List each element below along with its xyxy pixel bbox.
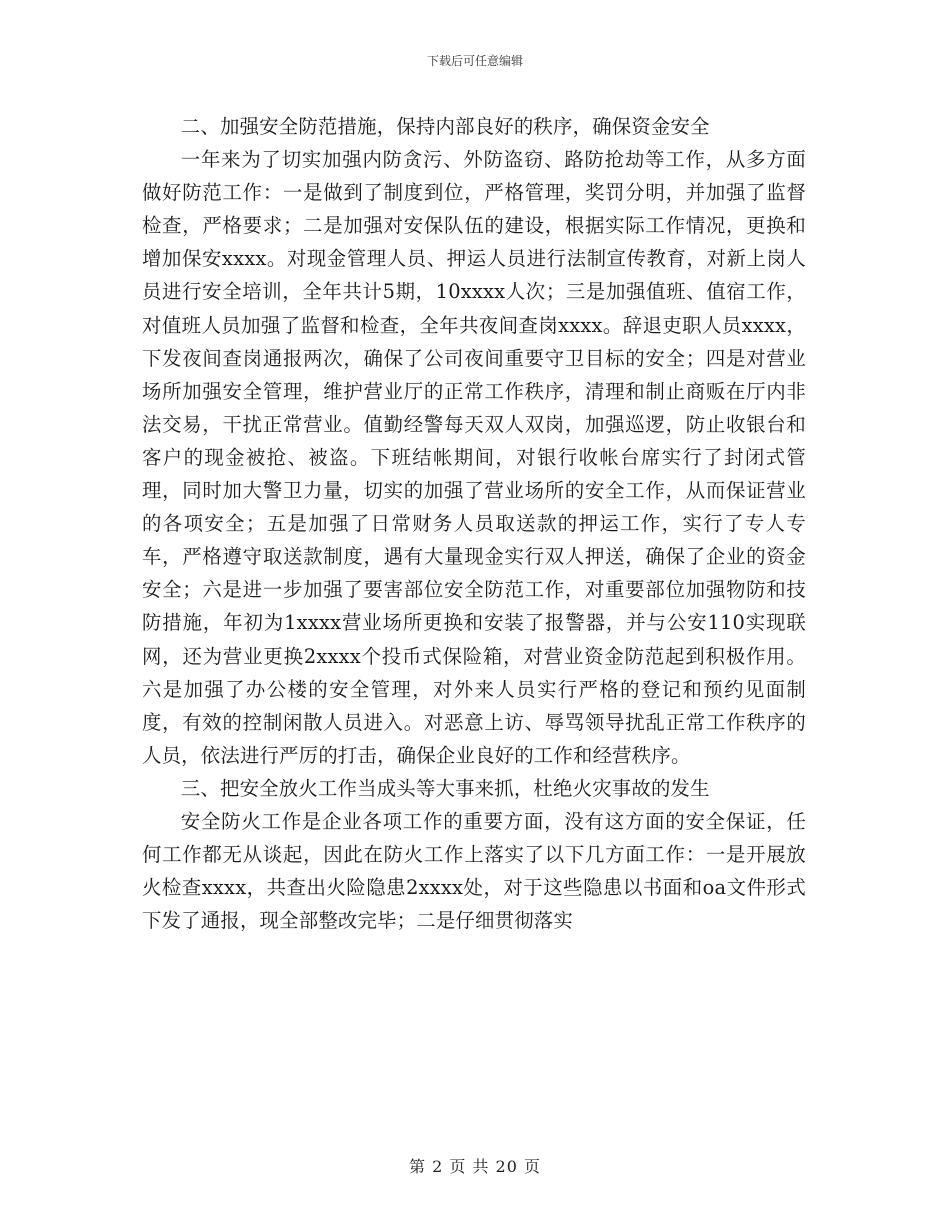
body-paragraph: 安全防火工作是企业各项工作的重要方面，没有这方面的安全保证，任何工作都无从谈起，因此在防火工作上落实了以下几方面工作：一是开展放火检查xxxx，共查出火险隐患2xxxx处，对于这些隐患以书面和oa文件形式下发了通报，现全部整改完毕；二是仔细贯彻落实: [142, 809, 806, 933]
body-paragraph: 一年来为了切实加强内防贪污、外防盗窃、路防抢劫等工作，从多方面做好防范工作：一是做到了制度到位，严格管理，奖罚分明，并加强了监督检查，严格要求；二是加强对安保队伍的建设，根据实际工作情况，更换和增加保安xxxx。对现金管理人员、押运人员进行法制宣传教育，对新上岗人员进行安全培训，全年共计5期，10xxxx人次；三是加强值班、值宿工作，对值班人员加强了监督和检查，全年共夜间查岗xxxx。辞退吏职人员xxxx，下发夜间查岗通报两次，确保了公司夜间重要守卫目标的安全；四是对营业场所加强安全管理，维护营业厅的正常工作秩序，清理和制止商贩在厅内非法交易，干扰正常营业。值勤经警每天双人双岗，加强巡逻，防止收银台和客户的现金被抢、被盗。下班结帐期间，对银行收帐台席实行了封闭式管理，同时加大警卫力量，切实的加强了营业场所的安全工作，从而保证营业的各项安全；五是加强了日常财务人员取送款的押运工作，实行了专人专车，严格遵守取送款制度，遇有大量现金实行双人押送，确保了企业的资金安全；六是进一步加强了要害部位安全防范工作，对重要部位加强物防和技防措施，年初为1xxxx营业场所更换和安装了报警器，并与公安110实现联网，还为营业更换2xxxx个投币式保险箱，对营业资金防范起到积极作用。六是加强了办公楼的安全管理，对外来人员实行严格的登记和预约见面制度，有效的控制闲散人员进入。对恶意上访、辱骂领导扰乱正常工作秩序的人员，依法进行严厉的打击，确保企业良好的工作和经营秩序。: [142, 148, 806, 767]
section-heading: 二、加强安全防范措施，保持内部良好的秩序，确保资金安全: [180, 115, 710, 138]
document-body: [142, 110, 806, 937]
page-number: 第 2 页 共 20 页: [409, 1157, 541, 1176]
header-note: 下载后可任意编辑: [426, 54, 523, 68]
section-heading: 三、把安全放火工作当成头等大事来抓，杜绝火灾事故的发生: [180, 776, 710, 800]
